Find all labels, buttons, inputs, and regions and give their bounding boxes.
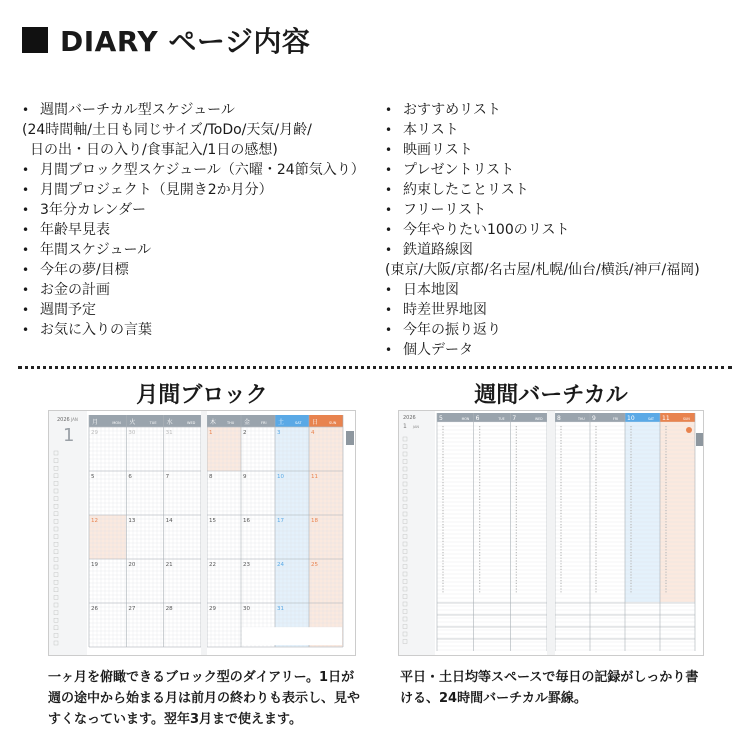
feature-item: • 日本地図 xyxy=(385,280,745,300)
day-number: 10 xyxy=(627,415,635,422)
title-square-icon xyxy=(22,27,48,53)
month-tab xyxy=(346,431,354,445)
day-number: 5 xyxy=(439,415,443,422)
monthly-description: 一ヶ月を俯瞰できるブロック型のダイアリー。1日が週の途中から始まる月は前月の終わりも表示し、見やすくなっています。翌年3月まで使えます。 xyxy=(48,670,361,727)
day-number: 30 xyxy=(243,606,250,612)
weekday-en-label: THU xyxy=(227,421,235,425)
month-number: 1 xyxy=(63,425,75,446)
day-number: 2 xyxy=(243,430,247,436)
weekly-vertical-preview xyxy=(398,410,704,656)
month-number: 1 xyxy=(403,423,407,430)
day-number: 14 xyxy=(165,518,173,524)
day-number: 31 xyxy=(277,606,284,612)
day-number: 25 xyxy=(311,562,318,568)
feature-list-right xyxy=(385,100,745,360)
day-number: 18 xyxy=(311,518,318,524)
day-number: 8 xyxy=(209,474,213,480)
page-title xyxy=(22,22,310,58)
feature-item: • お気に入りの言葉 xyxy=(22,320,382,340)
feature-item: • 3年分カレンダー xyxy=(22,200,382,220)
sunday-shade xyxy=(660,422,695,602)
day-number: 10 xyxy=(277,474,284,480)
day-number: 11 xyxy=(662,415,670,422)
day-number: 31 xyxy=(165,430,173,436)
weekday-en-label: SUN xyxy=(683,417,690,421)
day-number: 6 xyxy=(128,474,132,480)
sunday-shade xyxy=(309,427,343,647)
day-number: 7 xyxy=(512,415,517,422)
feature-item: • 週間バーチカル型スケジュール xyxy=(22,100,382,120)
day-number: 15 xyxy=(209,518,216,524)
weekday-en-label: THU xyxy=(578,417,585,421)
weekday-label: 日 xyxy=(312,419,319,426)
year-label: 2026 xyxy=(403,415,416,421)
feature-item: • プレゼントリスト xyxy=(385,160,745,180)
day-number: 21 xyxy=(165,562,173,568)
weekday-en-label: MON xyxy=(112,421,121,425)
mini-calendar-area xyxy=(242,627,342,645)
year-label: 2026 xyxy=(57,417,70,423)
feature-item: • 時差世界地図 xyxy=(385,300,745,320)
page-title-text: DIARY ページ内容 xyxy=(60,25,311,58)
section-divider xyxy=(18,366,732,369)
saturday-shade xyxy=(275,427,309,647)
day-number: 29 xyxy=(91,430,98,436)
saturday-shade xyxy=(625,422,660,602)
day-number: 23 xyxy=(243,562,250,568)
day-number: 9 xyxy=(592,415,596,422)
feature-item: 日の出・日の入り/食事記入/1日の感想) xyxy=(30,142,278,158)
feature-item: • 個人データ xyxy=(385,340,745,360)
weekday-label: 火 xyxy=(129,419,136,426)
weekday-en-label: WED xyxy=(187,421,196,425)
day-number: 30 xyxy=(128,430,136,436)
weekly-planner-svg xyxy=(399,411,703,655)
feature-item: (24時間軸/土日も同じサイズ/ToDo/天気/月齢/ xyxy=(22,122,312,138)
weekday-en-label: SAT xyxy=(295,421,302,425)
month-en-label: JAN xyxy=(413,425,419,429)
day-number: 17 xyxy=(277,518,284,524)
day-number: 9 xyxy=(243,474,247,480)
week-tab xyxy=(696,433,703,446)
feature-item: • 本リスト xyxy=(385,120,745,140)
day-number: 26 xyxy=(91,606,98,612)
day-number: 29 xyxy=(209,606,216,612)
weekday-label: 土 xyxy=(278,419,285,426)
moon-phase-icon xyxy=(686,427,692,433)
feature-item: • フリーリスト xyxy=(385,200,745,220)
feature-item: • 映画リスト xyxy=(385,140,745,160)
day-number: 27 xyxy=(128,606,136,612)
day-number: 24 xyxy=(277,562,284,568)
feature-item: • おすすめリスト xyxy=(385,100,745,120)
weekday-en-label: SAT xyxy=(648,417,654,421)
day-number: 7 xyxy=(165,474,170,480)
feature-item: • 月間ブロック型スケジュール（六曜・24節気入り） xyxy=(22,160,382,180)
weekday-en-label: FRI xyxy=(613,417,618,421)
margin-column xyxy=(49,411,87,655)
feature-item: • 今年の振り返り xyxy=(385,320,745,340)
day-number: 20 xyxy=(128,562,136,568)
weekday-en-label: TUE xyxy=(498,417,505,421)
day-number: 22 xyxy=(209,562,216,568)
day-number: 5 xyxy=(91,474,95,480)
page-gutter xyxy=(547,411,555,655)
monthly-block-preview xyxy=(48,410,356,656)
feature-item: • 今年やりたい100のリスト xyxy=(385,220,745,240)
weekday-label: 月 xyxy=(92,419,99,426)
day-number: 4 xyxy=(311,430,315,436)
day-number: 3 xyxy=(277,430,281,436)
day-number: 6 xyxy=(475,415,480,422)
feature-item: • 鉄道路線図 xyxy=(385,240,745,260)
feature-list-left xyxy=(22,100,382,340)
weekday-en-label: FRI xyxy=(261,421,267,425)
feature-item: • 約束したことリスト xyxy=(385,180,745,200)
day-number: 8 xyxy=(557,415,561,422)
day-number: 11 xyxy=(311,474,318,480)
margin-column xyxy=(399,411,435,655)
weekday-en-label: SUN xyxy=(329,421,337,425)
feature-item: (東京/大阪/京都/名古屋/札幌/仙台/横浜/神戸/福岡) xyxy=(385,262,700,278)
day-number: 1 xyxy=(209,430,213,436)
day-number: 16 xyxy=(243,518,250,524)
weekday-label: 水 xyxy=(166,419,173,426)
feature-item: • 年齢早見表 xyxy=(22,220,382,240)
feature-item: • お金の計画 xyxy=(22,280,382,300)
weekly-heading: 週間バーチカル xyxy=(474,383,628,408)
feature-item: • 週間予定 xyxy=(22,300,382,320)
weekday-en-label: MON xyxy=(461,417,470,421)
day-number: 28 xyxy=(165,606,173,612)
weekly-description: 平日・土日均等スペースで毎日の記録がしっかり書ける、24時間バーチカル罫線。 xyxy=(400,670,699,706)
monthly-planner-svg xyxy=(49,411,355,655)
feature-item: • 今年の夢/目標 xyxy=(22,260,382,280)
day-number: 12 xyxy=(91,518,98,524)
day-number: 19 xyxy=(91,562,98,568)
feature-item: • 月間プロジェクト（見開き2か月分） xyxy=(22,180,382,200)
page-gutter xyxy=(201,411,207,655)
weekday-en-label: TUE xyxy=(149,421,157,425)
day-number: 13 xyxy=(128,518,136,524)
monthly-heading: 月間ブロック xyxy=(136,383,268,408)
weekday-label: 木 xyxy=(210,419,217,426)
weekday-label: 金 xyxy=(244,419,251,426)
weekday-en-label: WED xyxy=(535,417,543,421)
feature-item: • 年間スケジュール xyxy=(22,240,382,260)
month-en-label: JAN xyxy=(71,417,78,422)
